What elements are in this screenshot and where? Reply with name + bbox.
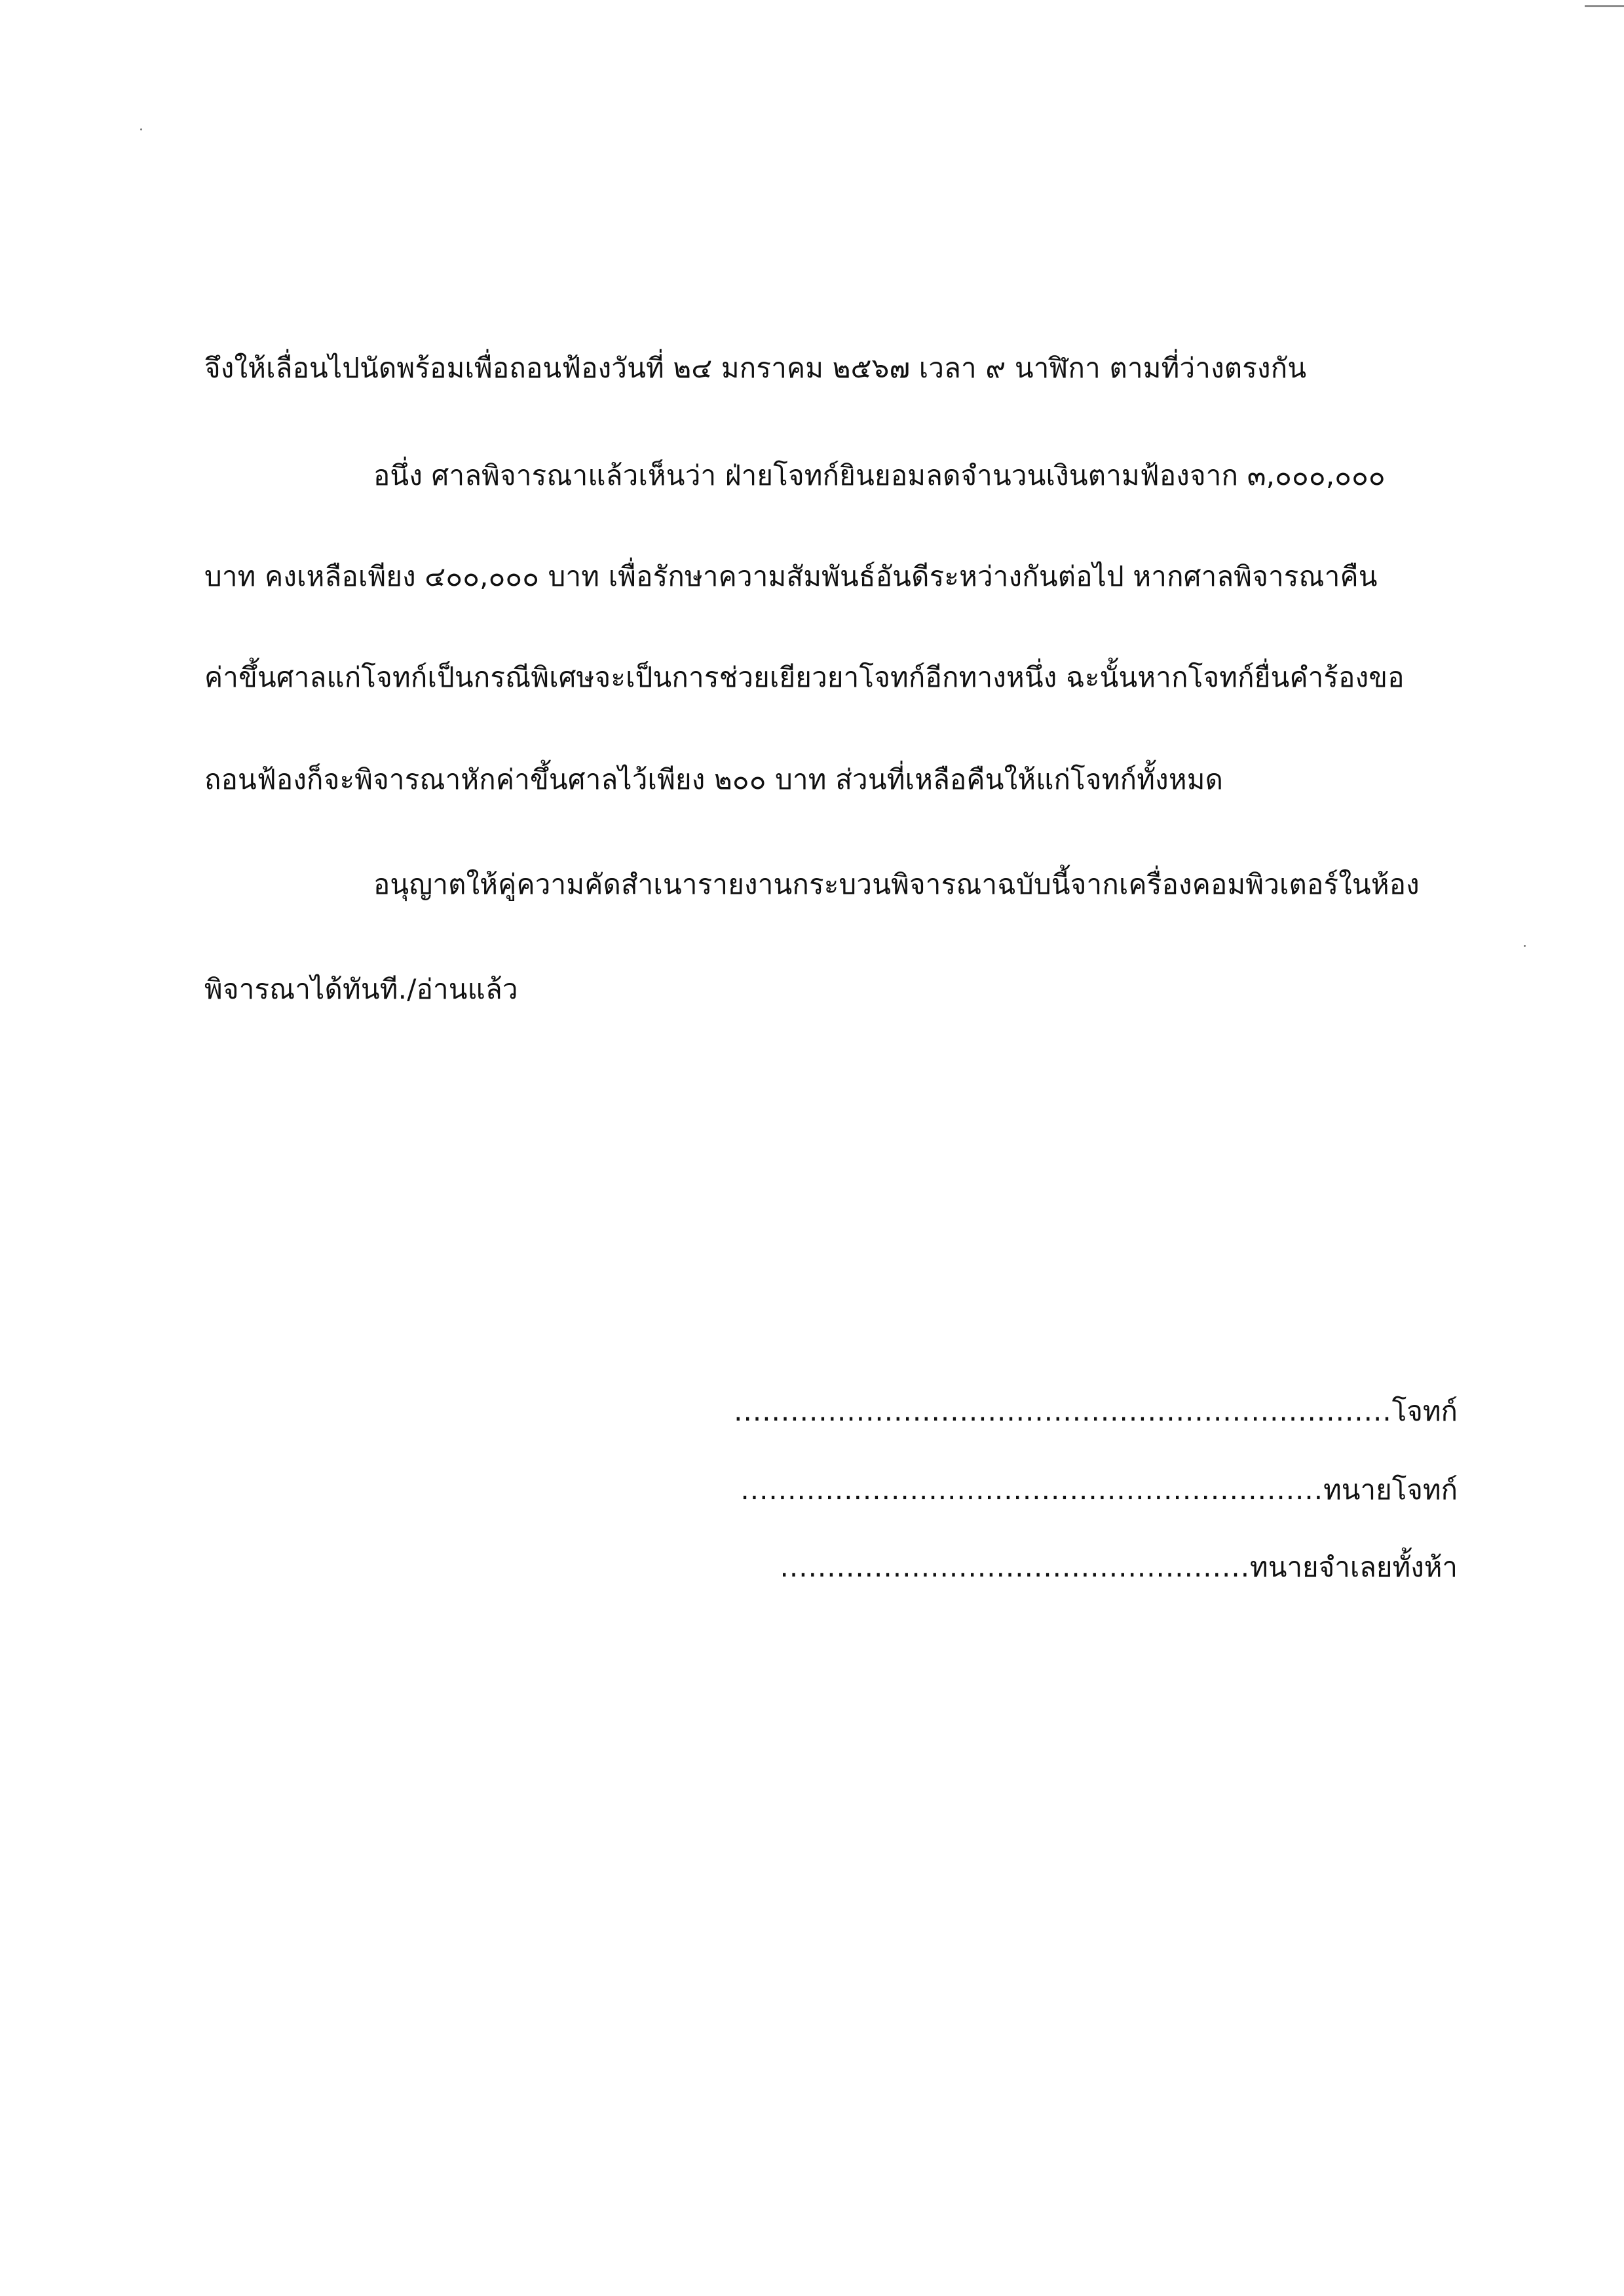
signature-dots: .............................................................. [740, 1474, 1324, 1506]
paragraph-3-line-1: อนุญาตให้คู่ความคัดสำเนารายงานกระบวนพิจารณาฉบับนี้จากเครื่องคอมพิวเตอร์ในห้อง [373, 868, 1420, 900]
signature-dots: .................................................. [780, 1551, 1251, 1583]
signature-line-plaintiff-lawyer [740, 1470, 1458, 1510]
paragraph-2-line-4: ถอนฟ้องก็จะพิจารณาหักค่าขึ้นศาลไว้เพียง ๒๐๐ บาท ส่วนที่เหลือคืนให้แก่โจทก์ทั้งหมด [204, 763, 1224, 795]
paragraph-2-line-1: อนึ่ง ศาลพิจารณาแล้วเห็นว่า ฝ่ายโจทก์ยินยอมลดจำนวนเงินตามฟ้องจาก ๓,๐๐๐,๐๐๐ [373, 459, 1386, 491]
paragraph-1-line-1: จึงให้เลื่อนไปนัดพร้อมเพื่อถอนฟ้องวันที่ ๒๔ มกราคม ๒๕๖๗ เวลา ๙ นาฬิกา ตามที่ว่างตรงกัน [204, 352, 1307, 384]
signature-role: ทนายโจทก์ [1323, 1474, 1458, 1506]
signature-role: โจทก์ [1391, 1395, 1458, 1427]
signature-line-plaintiff [734, 1392, 1458, 1431]
scan-speck [140, 128, 142, 130]
signature-role: ทนายจำเลยทั้งห้า [1250, 1551, 1458, 1583]
signature-dots: ...................................................................... [734, 1395, 1392, 1427]
paragraph-3-line-2: พิจารณาได้ทันที./อ่านแล้ว [204, 973, 518, 1005]
signature-line-defendants-lawyer [780, 1548, 1458, 1587]
paragraph-2-line-2: บาท คงเหลือเพียง ๔๐๐,๐๐๐ บาท เพื่อรักษาความสัมพันธ์อันดีระหว่างกันต่อไป หากศาลพิจารณาคืน [204, 560, 1378, 592]
scan-speck [1524, 945, 1526, 947]
scan-edge-mark [1585, 5, 1624, 7]
paragraph-2-line-3: ค่าขึ้นศาลแก่โจทก์เป็นกรณีพิเศษจะเป็นการช่วยเยียวยาโจทก์อีกทางหนึ่ง ฉะนั้นหากโจทก์ยื่นคำร้องขอ [204, 661, 1405, 693]
